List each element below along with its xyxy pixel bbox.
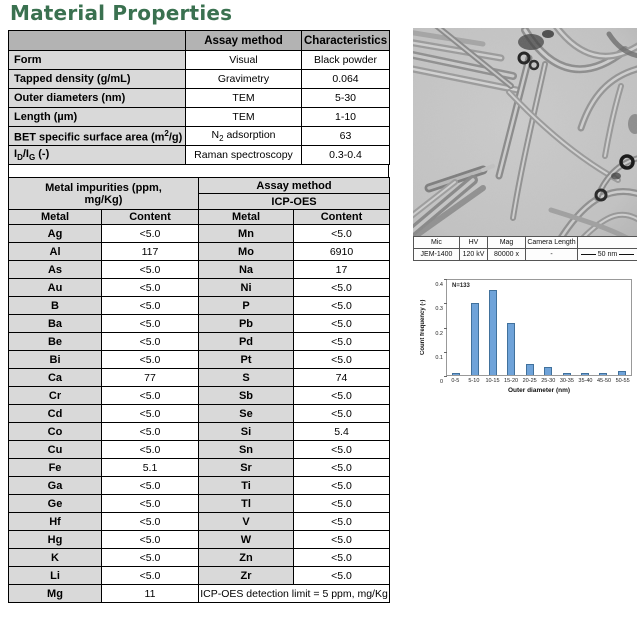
- page-title: Material Properties: [10, 1, 233, 25]
- metal-symbol: Sb: [199, 387, 294, 405]
- properties-row: [9, 51, 390, 70]
- metal-content: <5.0: [294, 459, 390, 477]
- properties-header-characteristics: Characteristics: [302, 31, 390, 51]
- histogram-bar: [599, 373, 607, 375]
- metal-symbol: W: [199, 531, 294, 549]
- impurity-row: [9, 549, 390, 567]
- metal-content: <5.0: [102, 405, 199, 423]
- impurity-row: [9, 405, 390, 423]
- property-assay-method: Gravimetry: [186, 70, 302, 89]
- impurity-row: [9, 279, 390, 297]
- x-tick-label: 50-55: [615, 378, 630, 384]
- property-value: 1-10: [302, 108, 390, 127]
- property-assay-method: TEM: [186, 89, 302, 108]
- x-tick-label: 0-5: [451, 378, 460, 384]
- y-tick-label: 0.1: [435, 354, 443, 361]
- chart-x-tick-labels: [446, 378, 632, 384]
- impurity-row: [9, 441, 390, 459]
- metal-symbol: Ge: [9, 495, 102, 513]
- metal-symbol: Sn: [199, 441, 294, 459]
- chart-plot-area: [446, 279, 632, 376]
- metal-symbol: Hf: [9, 513, 102, 531]
- impurity-row: [9, 513, 390, 531]
- metal-content: 11: [102, 585, 199, 603]
- x-tick-label: 35-40: [578, 378, 593, 384]
- metal-symbol: P: [199, 297, 294, 315]
- scale-bar: [579, 251, 636, 258]
- metal-symbol: Ca: [9, 369, 102, 387]
- impurity-row: [9, 531, 390, 549]
- bar-slot: [576, 280, 594, 375]
- bar-slot: [484, 280, 502, 375]
- property-name: Form: [9, 51, 186, 70]
- metal-content: <5.0: [102, 315, 199, 333]
- metal-symbol: Mn: [199, 225, 294, 243]
- histogram-bar: [581, 373, 589, 375]
- metal-content: <5.0: [102, 297, 199, 315]
- caption-header-mag: Mag: [488, 237, 526, 249]
- impurities-header-left: Metal impurities (ppm, mg/Kg): [9, 178, 199, 210]
- metal-symbol: Pd: [199, 333, 294, 351]
- metal-content: <5.0: [102, 441, 199, 459]
- metal-symbol: S: [199, 369, 294, 387]
- metal-symbol: Cu: [9, 441, 102, 459]
- metal-content: <5.0: [102, 351, 199, 369]
- impurities-table-body: [9, 225, 390, 603]
- metal-symbol: Si: [199, 423, 294, 441]
- impurities-table: [8, 177, 390, 603]
- impurity-row: [9, 333, 390, 351]
- metal-symbol: Na: [199, 261, 294, 279]
- metal-content: <5.0: [294, 495, 390, 513]
- impurity-row: [9, 225, 390, 243]
- bar-slot: [539, 280, 557, 375]
- metal-content: <5.0: [294, 279, 390, 297]
- y-tick-mark: [444, 352, 447, 353]
- caption-value-mag: 80000 x: [488, 249, 526, 261]
- histogram-bar: [544, 367, 552, 375]
- histogram-bar: [452, 373, 460, 375]
- metal-content: <5.0: [294, 333, 390, 351]
- x-tick-label: 30-35: [559, 378, 574, 384]
- metal-symbol: Au: [9, 279, 102, 297]
- properties-row: [9, 127, 390, 146]
- metal-content: <5.0: [294, 297, 390, 315]
- metal-symbol: Pt: [199, 351, 294, 369]
- impurity-row: [9, 315, 390, 333]
- property-value: Black powder: [302, 51, 390, 70]
- property-value: 5-30: [302, 89, 390, 108]
- metal-content: 5.1: [102, 459, 199, 477]
- impurities-group-header-row: [9, 178, 390, 194]
- chart-x-axis-label: Outer diameter (nm): [507, 387, 571, 394]
- metal-symbol: K: [9, 549, 102, 567]
- metal-content: <5.0: [102, 261, 199, 279]
- metal-symbol: Sr: [199, 459, 294, 477]
- caption-value-hv: 120 kV: [460, 249, 488, 261]
- y-tick-label: 0.3: [435, 306, 443, 313]
- metal-symbol: B: [9, 297, 102, 315]
- tem-caption-table: [413, 236, 637, 261]
- metal-content: <5.0: [294, 531, 390, 549]
- metal-content: <5.0: [102, 531, 199, 549]
- property-name: Tapped density (g/mL): [9, 70, 186, 89]
- metal-content: <5.0: [294, 513, 390, 531]
- metal-content: <5.0: [102, 279, 199, 297]
- metal-content: <5.0: [294, 315, 390, 333]
- bar-slot: [594, 280, 612, 375]
- metal-symbol: Zr: [199, 567, 294, 585]
- properties-row: [9, 70, 390, 89]
- property-assay-method: TEM: [186, 108, 302, 127]
- col-header-metal-1: Metal: [9, 210, 102, 225]
- metal-symbol: Ag: [9, 225, 102, 243]
- metal-symbol: Se: [199, 405, 294, 423]
- scale-bar-cell: [578, 249, 637, 261]
- impurity-row: [9, 477, 390, 495]
- scale-bar-label: 50 nm: [597, 251, 618, 258]
- histogram-bar: [471, 303, 479, 375]
- tem-caption-value-row: [414, 249, 637, 261]
- chart-y-axis-label: Count frequency (-): [420, 299, 426, 356]
- tem-image: [413, 28, 637, 236]
- property-name: $I_D/I_G$ (-): [9, 146, 186, 165]
- y-tick-mark: [444, 279, 447, 280]
- x-tick-label: 10-15: [485, 378, 500, 384]
- bar-slot: [447, 280, 465, 375]
- property-assay-method: Raman spectroscopy: [186, 146, 302, 165]
- metal-symbol: Co: [9, 423, 102, 441]
- metal-content: <5.0: [294, 225, 390, 243]
- bar-slot: [521, 280, 539, 375]
- caption-header-hv: HV: [460, 237, 488, 249]
- chart-bars: [447, 280, 631, 375]
- metal-content: 117: [102, 243, 199, 261]
- tem-caption-header-row: [414, 237, 637, 249]
- histogram-bar: [618, 371, 626, 375]
- x-tick-label: 5-10: [468, 378, 480, 384]
- caption-header-camera-length: Camera Length: [526, 237, 578, 249]
- metal-symbol: Pb: [199, 315, 294, 333]
- metal-symbol: Mo: [199, 243, 294, 261]
- property-value: 0.3-0.4: [302, 146, 390, 165]
- metal-symbol: Mg: [9, 585, 102, 603]
- metal-symbol: V: [199, 513, 294, 531]
- property-assay-method: $N_2$ adsorption: [186, 127, 302, 146]
- x-tick-label: 25-30: [541, 378, 556, 384]
- metal-content: <5.0: [102, 423, 199, 441]
- metal-content: <5.0: [294, 567, 390, 585]
- metal-content: <5.0: [102, 549, 199, 567]
- y-tick-label: 0.4: [435, 282, 443, 288]
- impurities-header-icp-oes: ICP-OES: [199, 194, 390, 210]
- properties-row: [9, 146, 390, 165]
- caption-value-camera-length: -: [526, 249, 578, 261]
- metal-symbol: Cd: [9, 405, 102, 423]
- metal-content: <5.0: [294, 387, 390, 405]
- property-name: BET specific surface area $(m^2/g)$: [9, 127, 186, 146]
- property-name: Length (µm): [9, 108, 186, 127]
- property-name: Outer diameters (nm): [9, 89, 186, 108]
- metal-content: <5.0: [102, 225, 199, 243]
- metal-symbol: Ga: [9, 477, 102, 495]
- x-tick-label: 20-25: [522, 378, 537, 384]
- metal-content: <5.0: [102, 513, 199, 531]
- impurity-row: [9, 297, 390, 315]
- metal-content: <5.0: [102, 387, 199, 405]
- tem-micrograph: [413, 28, 637, 236]
- property-assay-method: Visual: [186, 51, 302, 70]
- diameter-histogram: [418, 276, 637, 401]
- impurities-header-assay-method: Assay method: [199, 178, 390, 194]
- metal-content: <5.0: [294, 351, 390, 369]
- properties-row: [9, 108, 390, 127]
- metal-symbol: Ni: [199, 279, 294, 297]
- y-tick-label: 0.2: [435, 330, 443, 337]
- metal-content: <5.0: [294, 405, 390, 423]
- properties-table-body: [9, 51, 390, 165]
- y-tick-mark: [444, 303, 447, 304]
- metal-symbol: Fe: [9, 459, 102, 477]
- impurity-last-row: [9, 585, 390, 603]
- metal-symbol: Tl: [199, 495, 294, 513]
- scale-bar-line-right: [619, 254, 634, 255]
- x-tick-label: 45-50: [597, 378, 612, 384]
- impurity-row: [9, 369, 390, 387]
- histogram-bar: [563, 373, 571, 375]
- impurity-row: [9, 495, 390, 513]
- metal-symbol: Li: [9, 567, 102, 585]
- impurity-row: [9, 387, 390, 405]
- impurities-column-header-row: [9, 210, 390, 225]
- impurity-row: [9, 243, 390, 261]
- metal-symbol: As: [9, 261, 102, 279]
- tables-column: [8, 30, 389, 603]
- metal-symbol: Cr: [9, 387, 102, 405]
- properties-row: [9, 89, 390, 108]
- metal-symbol: Be: [9, 333, 102, 351]
- bar-slot: [613, 280, 631, 375]
- metal-content: <5.0: [294, 441, 390, 459]
- metal-content: 77: [102, 369, 199, 387]
- col-header-content-2: Content: [294, 210, 390, 225]
- chart-annotation: N=133: [452, 283, 470, 289]
- histogram-bar: [489, 290, 497, 376]
- metal-content: 17: [294, 261, 390, 279]
- x-tick-label: 15-20: [504, 378, 519, 384]
- metal-content: 74: [294, 369, 390, 387]
- col-header-content-1: Content: [102, 210, 199, 225]
- histogram-bar: [507, 323, 515, 375]
- table-connector: [8, 165, 389, 177]
- property-value: 63: [302, 127, 390, 146]
- y-tick-label: 0: [439, 379, 443, 385]
- impurity-row: [9, 567, 390, 585]
- metal-content: 5.4: [294, 423, 390, 441]
- impurity-row: [9, 459, 390, 477]
- metal-symbol: Ba: [9, 315, 102, 333]
- y-tick-mark: [444, 376, 447, 377]
- metal-content: <5.0: [102, 477, 199, 495]
- metal-symbol: Al: [9, 243, 102, 261]
- metal-symbol: Bi: [9, 351, 102, 369]
- histogram-bar: [526, 364, 534, 375]
- metal-symbol: Ti: [199, 477, 294, 495]
- properties-header-assay-method: Assay method: [186, 31, 302, 51]
- scale-bar-line-left: [581, 254, 596, 255]
- caption-header-mic: Mic: [414, 237, 460, 249]
- metal-content: <5.0: [102, 333, 199, 351]
- metal-symbol: Hg: [9, 531, 102, 549]
- impurity-row: [9, 351, 390, 369]
- metal-content: <5.0: [102, 567, 199, 585]
- bar-slot: [465, 280, 483, 375]
- caption-header-spacer: [578, 237, 637, 249]
- caption-value-mic: JEM-1400: [414, 249, 460, 261]
- bar-slot: [502, 280, 520, 375]
- properties-table: [8, 30, 390, 165]
- impurity-row: [9, 423, 390, 441]
- metal-content: <5.0: [102, 495, 199, 513]
- metal-content: <5.0: [294, 477, 390, 495]
- properties-header-empty: [9, 31, 186, 51]
- col-header-metal-2: Metal: [199, 210, 294, 225]
- metal-content: 6910: [294, 243, 390, 261]
- bar-slot: [557, 280, 575, 375]
- metal-content: <5.0: [294, 549, 390, 567]
- detection-limit-note: ICP-OES detection limit = 5 ppm, mg/Kg: [199, 585, 390, 603]
- property-value: 0.064: [302, 70, 390, 89]
- y-tick-mark: [444, 328, 447, 329]
- metal-symbol: Zn: [199, 549, 294, 567]
- properties-header-row: [9, 31, 390, 51]
- impurity-row: [9, 261, 390, 279]
